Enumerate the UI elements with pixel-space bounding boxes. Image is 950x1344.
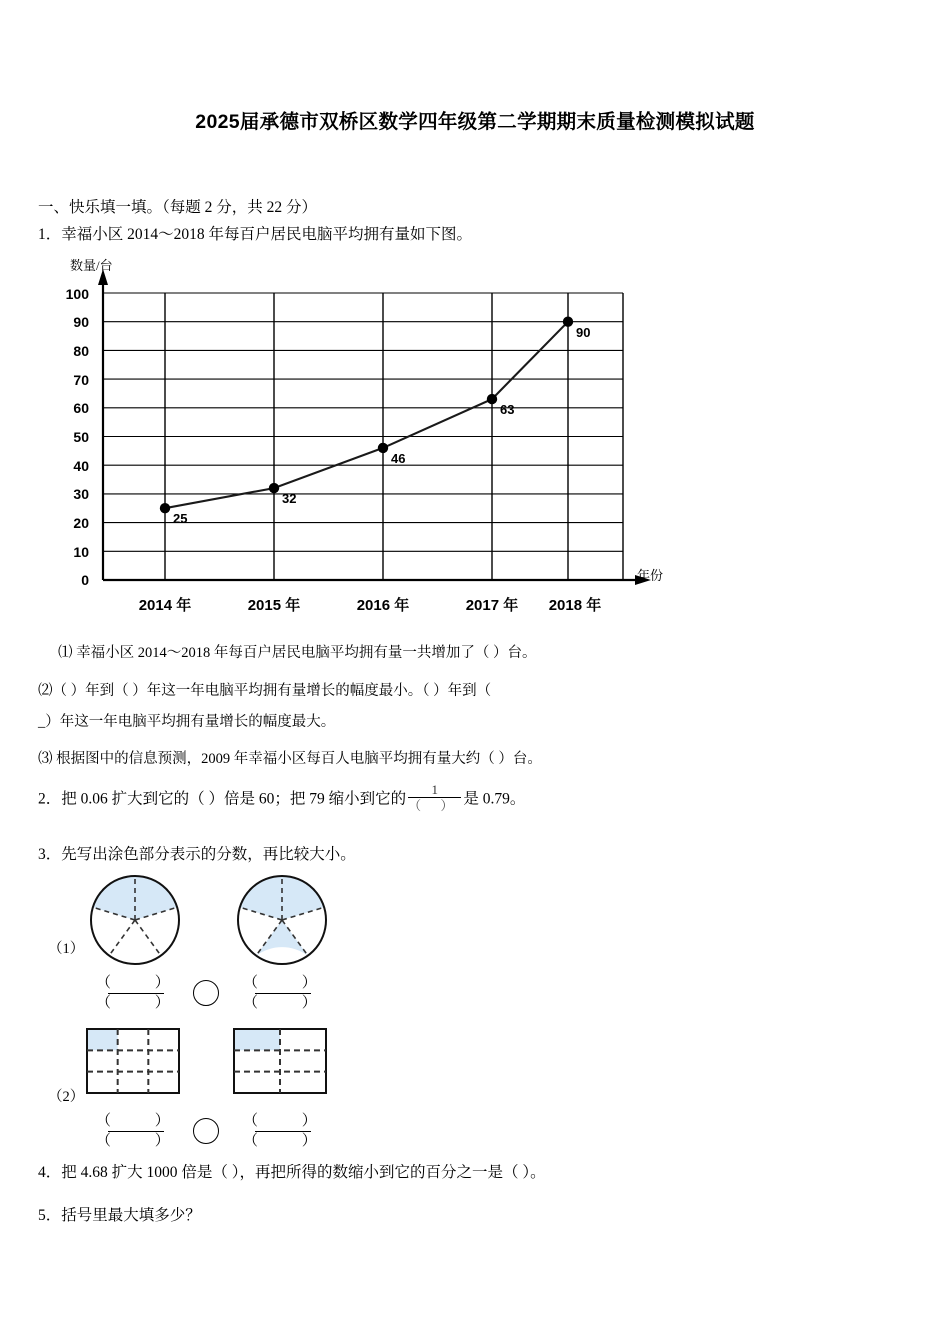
section-heading: 一、快乐填一填。（每题 2 分，共 22 分） — [38, 199, 318, 216]
question-1-sub-3: ⑶ 根据图中的信息预测，2009 年幸福小区每百人电脑平均拥有量大约（ ）台。 — [38, 751, 542, 767]
fraction-numerator: 1 — [431, 782, 439, 797]
answer-fraction-bar-1 — [108, 993, 164, 994]
answer-denominator-1[interactable]: （ ） — [96, 995, 190, 1011]
grid-figure-2 — [232, 1027, 330, 1102]
chart-point-label-2014: 25 — [173, 511, 188, 526]
answer-fraction-blank-2[interactable] — [235, 975, 337, 1012]
comparison-operator-circle-2[interactable] — [193, 1118, 219, 1144]
chart-point-2017 — [487, 394, 497, 404]
chart-xtick-2018: 2018 年 — [548, 597, 602, 614]
page-title: 2025届承德市双桥区数学四年级第二学期期末质量检测模拟试题 — [195, 111, 755, 133]
answer-fraction-bar-3 — [108, 1131, 164, 1132]
answer-fraction-blank-4[interactable] — [235, 1113, 337, 1150]
chart-ytick-0: 0 — [81, 572, 89, 588]
chart-ytick-20: 20 — [73, 515, 89, 531]
question-4: 4．把 4.68 扩大 1000 倍是（ ），再把所得的数缩小到它的百分之一是（ ）。 — [38, 1164, 546, 1181]
answer-fraction-bar-2 — [255, 993, 311, 994]
pie-figure-1 — [85, 872, 185, 973]
answer-fraction-blank-1[interactable] — [88, 975, 190, 1012]
answer-numerator-2[interactable]: （ ） — [243, 975, 337, 991]
chart-svg — [55, 255, 675, 615]
question-3-stem: 3．先写出涂色部分表示的分数，再比较大小。 — [38, 846, 356, 863]
question-1-sub-2-line-2: _）年这一年电脑平均拥有量增长的幅度最大。 — [38, 714, 336, 730]
chart-ytick-50: 50 — [73, 429, 89, 445]
question-1-sub-1: ⑴ 幸福小区 2014～2018 年每百户居民电脑平均拥有量一共增加了（ ）台。 — [58, 645, 537, 661]
chart-point-2014 — [160, 503, 170, 513]
answer-denominator-2[interactable]: （ ） — [243, 995, 337, 1011]
grid-figure-1 — [85, 1027, 183, 1102]
question-1-stem: 1．幸福小区 2014～2018 年每百户居民电脑平均拥有量如下图。 — [38, 226, 473, 243]
chart-point-2016 — [378, 443, 388, 453]
chart-point-label-2015: 32 — [282, 491, 297, 506]
question-2-part-a: 2．把 0.06 扩大到它的（ ）倍是 60；把 79 缩小到它的 — [38, 790, 407, 808]
chart-ytick-90: 90 — [73, 314, 89, 330]
chart-ytick-60: 60 — [73, 400, 89, 416]
chart-xtick-2017: 2017 年 — [465, 597, 519, 614]
answer-fraction-blank-3[interactable] — [88, 1113, 190, 1150]
chart-ytick-100: 100 — [65, 286, 89, 302]
chart-point-2018 — [563, 317, 573, 327]
chart-xtick-2016: 2016 年 — [356, 597, 410, 614]
question-2-part-b: 是 0.79。 — [463, 790, 526, 808]
question-2 — [38, 782, 526, 815]
chart-ytick-10: 10 — [73, 544, 89, 560]
chart-point-label-2016: 46 — [391, 451, 406, 466]
chart-xtick-2014: 2014 年 — [138, 597, 192, 614]
pie-figure-2 — [232, 872, 332, 973]
chart-point-label-2017: 63 — [500, 402, 515, 417]
answer-fraction-bar-4 — [255, 1131, 311, 1132]
answer-numerator-3[interactable]: （ ） — [96, 1113, 190, 1129]
question-1-sub-2-line-1: ⑵（ ）年到（ ）年这一年电脑平均拥有量增长的幅度最小。（ ）年到（ — [38, 683, 492, 699]
answer-denominator-3[interactable]: （ ） — [96, 1133, 190, 1149]
chart-x-axis-label: 年份 — [637, 568, 664, 583]
question-3-row-2-label: （2） — [48, 1089, 85, 1105]
chart-y-axis-label: 数量/台 — [70, 258, 113, 273]
chart-ytick-80: 80 — [73, 343, 89, 359]
answer-numerator-1[interactable]: （ ） — [96, 975, 190, 991]
chart-ytick-30: 30 — [73, 486, 89, 502]
fraction-denominator-blank: （ ） — [408, 798, 462, 813]
question-3-row-1-label: （1） — [48, 941, 85, 957]
chart-xtick-2015: 2015 年 — [247, 597, 301, 614]
question-5: 5．括号里最大填多少？ — [38, 1207, 201, 1224]
line-chart — [55, 255, 675, 615]
chart-point-label-2018: 90 — [576, 325, 591, 340]
answer-denominator-4[interactable]: （ ） — [243, 1133, 337, 1149]
chart-ytick-70: 70 — [73, 372, 89, 388]
chart-ytick-40: 40 — [73, 458, 89, 474]
chart-point-2015 — [269, 483, 279, 493]
question-2-fraction — [408, 783, 461, 813]
answer-numerator-4[interactable]: （ ） — [243, 1113, 337, 1129]
comparison-operator-circle-1[interactable] — [193, 980, 219, 1006]
